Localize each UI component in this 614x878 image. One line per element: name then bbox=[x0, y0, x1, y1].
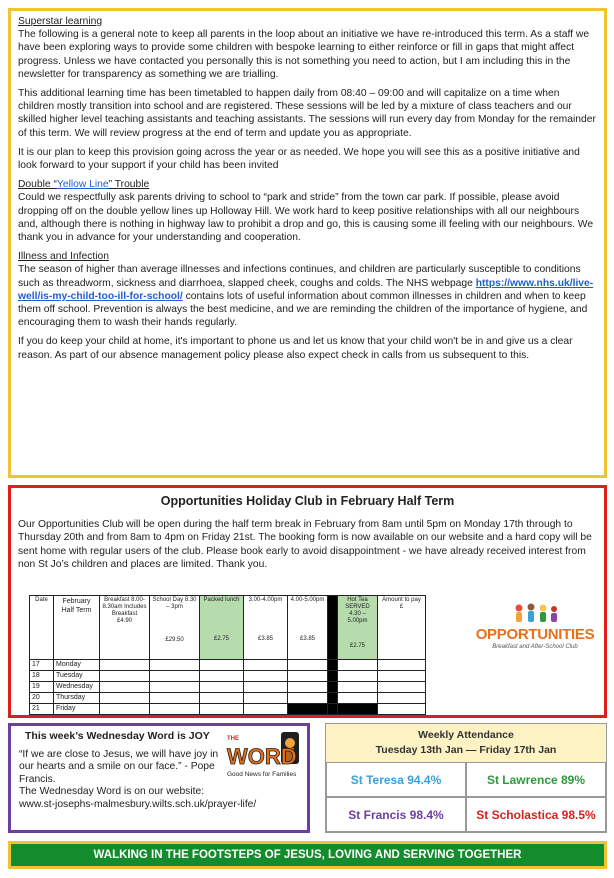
wednesday-word-title: This week’s Wednesday Word is JOY bbox=[25, 730, 210, 742]
school-motto-bar bbox=[8, 841, 607, 869]
nhs-link[interactable]: https://www.nhs.uk/live-well/is-my-child-too-ill-for-school/ bbox=[18, 277, 594, 302]
table-row bbox=[30, 682, 426, 693]
cell-divider bbox=[328, 693, 338, 704]
breakfast-label: Breakfast 8.00-8.30am Includes Breakfast bbox=[102, 597, 147, 617]
cell-school-day[interactable] bbox=[150, 682, 200, 693]
cell-breakfast[interactable] bbox=[100, 682, 150, 693]
slot-400-price: £3.85 bbox=[299, 636, 315, 642]
cell-divider bbox=[328, 671, 338, 682]
house-st-francis: St Francis 98.4% bbox=[326, 797, 466, 832]
cell-amount[interactable] bbox=[378, 660, 426, 671]
row-date: 20 bbox=[30, 693, 54, 704]
cell-amount[interactable] bbox=[378, 704, 426, 715]
opportunities-logo-text: OPPORTUNITIES bbox=[475, 626, 595, 643]
logo-word-text: WORD bbox=[227, 744, 297, 769]
school-day-price: £29.50 bbox=[165, 637, 184, 643]
cell-slot-400[interactable] bbox=[288, 671, 328, 682]
school-day-label: School Day 8.30 – 3pm bbox=[152, 597, 197, 610]
the-word-logo bbox=[225, 730, 303, 786]
slot-400-label: 4.00-5.00pm bbox=[290, 597, 325, 603]
cell-amount[interactable] bbox=[378, 693, 426, 704]
wednesday-word-section bbox=[8, 723, 310, 833]
header-date: Date bbox=[30, 596, 54, 660]
yellow-line-paragraph: Could we respectfully ask parents driving to school to “park and stride” from the town car park. If possible, please avoid dropping off on the double yellow lines up Holloway Hill. We work hard to keep positive relationships with all our neighbours and, although there is nothing in highway law to prohibit a drop and go, this is causing some ill feeling with our neighbours. We thank you in advance for your understanding and cooperation. bbox=[18, 192, 594, 244]
cell-hot-tea-closed bbox=[338, 704, 378, 715]
illness-text-post: contains lots of useful information about common illnesses in children and when to keep them off school. Prevention is always the best medicine, and we are reminding the children of the importance of hygiene, and encouraging them to wash their hands regularly. bbox=[18, 290, 588, 329]
cell-slot-400[interactable] bbox=[288, 693, 328, 704]
cell-slot-400[interactable] bbox=[288, 682, 328, 693]
row-day: Wednesday bbox=[54, 682, 100, 693]
cell-packed-lunch[interactable] bbox=[200, 682, 244, 693]
wednesday-word-quote: “If we are close to Jesus, we will have joy in our hearts and a smile on our face.” - Pope Francis. bbox=[19, 748, 219, 785]
house-st-lawrence: St Lawrence 89% bbox=[466, 762, 606, 797]
table-header-row bbox=[30, 596, 426, 660]
superstar-heading: Superstar learning bbox=[18, 16, 103, 27]
superstar-paragraph-1: The following is a general note to keep all parents in the loop about an initiative we have re-introduced this term. As a staff we have been exploring ways to provide some children with bespoke learning to either reinforce or fill in gaps that might affect progress. Unless we have contacted you personally this is not something you need to action, but I am including this in the newsletter for transparency as something we are trialling. bbox=[18, 29, 590, 80]
breakfast-price: £4.90 bbox=[116, 618, 132, 624]
school-motto: WALKING IN THE FOOTSTEPS OF JESUS, LOVING AND SERVING TOGETHER bbox=[93, 849, 522, 861]
header-school-day bbox=[150, 596, 200, 660]
cell-breakfast[interactable] bbox=[100, 693, 150, 704]
cell-breakfast[interactable] bbox=[100, 660, 150, 671]
cell-hot-tea[interactable] bbox=[338, 682, 378, 693]
slot-300-label: 3.00-4.00pm bbox=[248, 597, 283, 603]
house-st-teresa: St Teresa 94.4% bbox=[326, 762, 466, 797]
header-slot-400 bbox=[288, 596, 328, 660]
cell-school-day[interactable] bbox=[150, 693, 200, 704]
cell-hot-tea[interactable] bbox=[338, 671, 378, 682]
cell-slot-300[interactable] bbox=[244, 704, 288, 715]
cell-hot-tea[interactable] bbox=[338, 660, 378, 671]
slot-300-price: £3.85 bbox=[257, 636, 273, 642]
header-hot-tea bbox=[338, 596, 378, 660]
row-date: 19 bbox=[30, 682, 54, 693]
header-divider bbox=[328, 596, 338, 660]
attendance-dates: Tuesday 13th Jan — Friday 17th Jan bbox=[375, 744, 557, 756]
yellow-line-heading bbox=[18, 178, 598, 191]
logo-the-text: THE bbox=[227, 736, 239, 742]
wednesday-word-website-line: The Wednesday Word is on our website: bbox=[19, 786, 205, 798]
cell-divider bbox=[328, 660, 338, 671]
cell-slot-400[interactable] bbox=[288, 660, 328, 671]
house-st-scholastica: St Scholastica 98.5% bbox=[466, 797, 606, 832]
header-half-term: February Half Term bbox=[54, 596, 100, 660]
cell-divider bbox=[328, 704, 338, 715]
attendance-grid bbox=[326, 762, 606, 832]
holiday-club-section bbox=[8, 485, 607, 718]
illness-text-pre: The season of higher than average illnesses and infections continues, and children are particularly susceptible to conditions such as threadworm, sickness and diarrhoea, slapped cheek, coughs and colds. The NHS webpage bbox=[18, 264, 581, 289]
yellow-line-link[interactable]: Yellow Line bbox=[56, 179, 109, 191]
attendance-title: Weekly Attendance bbox=[418, 729, 514, 741]
cell-slot-300[interactable] bbox=[244, 693, 288, 704]
cell-school-day[interactable] bbox=[150, 704, 200, 715]
superstar-paragraph-2: This additional learning time has been timetabled to happen daily from 08:40 – 09:00 and will capitalize on a time when children mostly transition into school and are registered. These sessions will be led by a mixture of class teachers and our skilled higher level teaching assistants and teaching assistants. The sessions will run every day from Monday for the remainder of this term. We will review progress at the end of term and update you as appropriate. bbox=[18, 88, 596, 139]
newsletter-notices bbox=[8, 8, 607, 478]
header-packed-lunch bbox=[200, 596, 244, 660]
row-day: Thursday bbox=[54, 693, 100, 704]
cell-hot-tea[interactable] bbox=[338, 693, 378, 704]
illness-paragraph-1 bbox=[18, 263, 598, 329]
cell-packed-lunch[interactable] bbox=[200, 693, 244, 704]
cell-school-day[interactable] bbox=[150, 671, 200, 682]
cell-packed-lunch[interactable] bbox=[200, 704, 244, 715]
row-date: 21 bbox=[30, 704, 54, 715]
superstar-paragraph-3: It is our plan to keep this provision going across the year or as needed. We hope you will see this as a positive initiative and look forward to your support if your child has been invited bbox=[18, 146, 580, 172]
club-title: Opportunities Holiday Club in February Half Term bbox=[160, 494, 455, 508]
wednesday-word-url[interactable]: www.st-josephs-malmesbury.wilts.sch.uk/prayer-life/ bbox=[19, 798, 257, 810]
row-day: Monday bbox=[54, 660, 100, 671]
row-day: Tuesday bbox=[54, 671, 100, 682]
table-row bbox=[30, 671, 426, 682]
attendance-header bbox=[326, 724, 606, 762]
header-breakfast bbox=[100, 596, 150, 660]
cell-amount[interactable] bbox=[378, 682, 426, 693]
row-date: 18 bbox=[30, 671, 54, 682]
cell-slot-400-closed bbox=[288, 704, 328, 715]
hot-tea-label: Hot Tea SERVED 4.30 – 5.00pm bbox=[345, 597, 370, 624]
opportunities-logo bbox=[471, 608, 599, 668]
weekly-attendance bbox=[325, 723, 607, 833]
cell-packed-lunch[interactable] bbox=[200, 660, 244, 671]
hot-tea-price: £2.75 bbox=[349, 643, 365, 649]
yellow-heading-pre: Double “ bbox=[18, 179, 57, 191]
yellow-heading-post: ” Trouble bbox=[108, 179, 150, 191]
cell-slot-300[interactable] bbox=[244, 682, 288, 693]
illness-paragraph-2: If you do keep your child at home, it's important to phone us and let us know that your child won't be in and give us a clear reason. As part of our absence management policy please also expect check in calls from us subsequent to this. bbox=[18, 336, 573, 361]
cell-packed-lunch[interactable] bbox=[200, 671, 244, 682]
cell-breakfast[interactable] bbox=[100, 704, 150, 715]
cell-slot-300[interactable] bbox=[244, 671, 288, 682]
packed-lunch-price: £2.75 bbox=[213, 636, 229, 642]
opportunities-logo-sub: Breakfast and After-School Club bbox=[492, 644, 578, 651]
table-row bbox=[30, 704, 426, 715]
cell-amount[interactable] bbox=[378, 671, 426, 682]
club-body: Our Opportunities Club will be open during the half term break in February from 8am until 5pm on Monday 17th through to Thursday 20th and from 8am to 4pm on Friday 21st. The booking form is now available on our website and a hard copy will be sent home with regular users of the club. Please book early to avoid disappointment - we have already received interest from non St Jo’s children and places are limited. Thank you. bbox=[18, 519, 592, 570]
cell-slot-300[interactable] bbox=[244, 660, 288, 671]
row-day: Friday bbox=[54, 704, 100, 715]
children-figures-icon bbox=[511, 602, 561, 626]
logo-sub-text: Good News for Families bbox=[227, 771, 297, 778]
club-booking-table bbox=[29, 595, 426, 715]
packed-lunch-label: Packed lunch bbox=[203, 597, 240, 603]
header-slot-300 bbox=[244, 596, 288, 660]
table-row bbox=[30, 693, 426, 704]
illness-heading: Illness and Infection bbox=[18, 251, 110, 263]
cell-divider bbox=[328, 682, 338, 693]
row-date: 17 bbox=[30, 660, 54, 671]
header-amount: Amount to pay £ bbox=[378, 596, 426, 660]
table-row bbox=[30, 660, 426, 671]
cell-breakfast[interactable] bbox=[100, 671, 150, 682]
cell-school-day[interactable] bbox=[150, 660, 200, 671]
